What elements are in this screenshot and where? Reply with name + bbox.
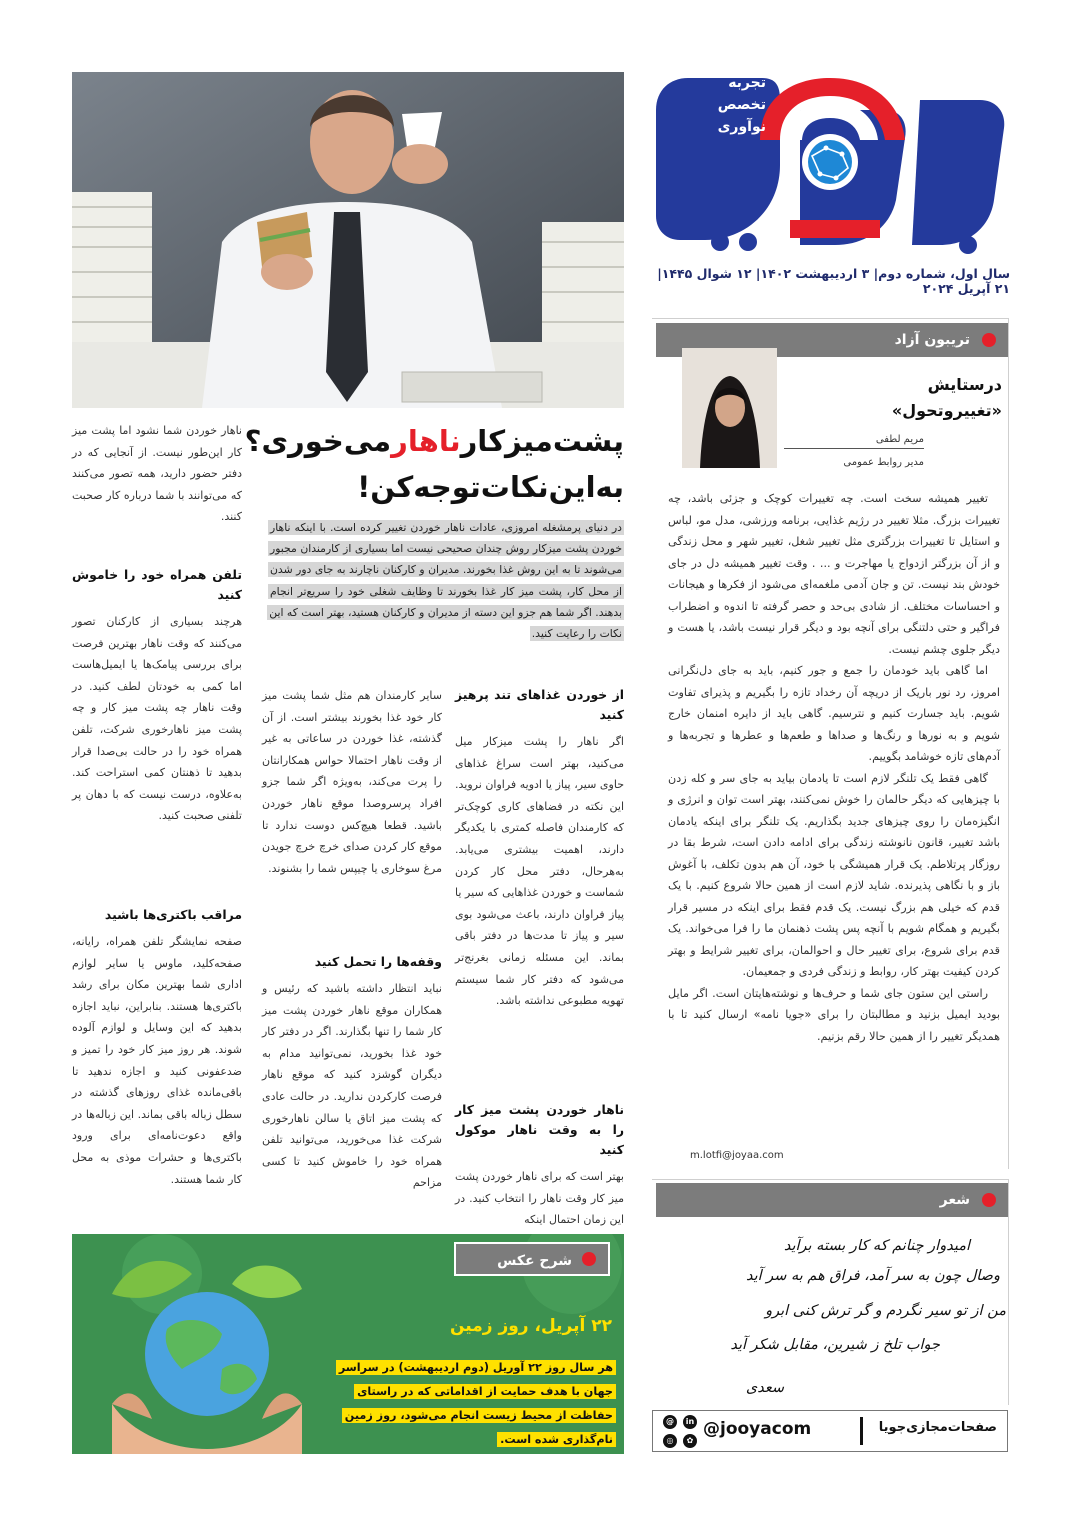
article-photo (72, 72, 624, 408)
tribune-paragraph: راستی این ستون جای شما و حرف‌ها و نوشته‌هایتان است. اگر مایل بودید ایمیل بزنید و مطالبتان را برای «جویا نامه» ارسال کنید تا با همدیگر تغییر را از همین حالا رقم بزنیم. (668, 986, 1000, 1043)
threads-icon[interactable]: @ (663, 1415, 677, 1429)
article-column-left-3 (72, 905, 242, 1190)
subhead-interruptions: وقفه‌ها را تحمل کنید (314, 954, 442, 969)
caption-text (316, 1356, 616, 1452)
logo-tagline-3: نوآوری (717, 119, 766, 135)
tribune-body (668, 488, 1000, 1047)
article-column-right (455, 685, 624, 1012)
article-paragraph: اگر ناهار را پشت میزکار میل می‌کنید، بهتر است سراغ غذاهای حاوی سیر، پیاز یا ادویه فراوان نروید. این نکته در فضاهای کاری کوچک‌تر که کارمندان فاصله کمتری با یکدیگر دارند، اهمیت بیشتری می‌یابد. به‌هرحال، دفتر محل کار کردن شماست و خوردن غذاهایی که سیر یا پیاز فراوان دارند، باعث می‌شود بوی سیر و پیاز تا مدت‌ها در دفتر باقی بماند. این مسئله زمانی بغرنج‌تر می‌شود که دفتر کار شما سیستم تهویه مطبوعی نداشته باشد. (455, 735, 624, 1008)
tribune-title-line2: «تغییروتحول» (891, 401, 1002, 420)
jooya-logo (650, 70, 1010, 260)
red-dot-icon (982, 333, 996, 347)
article-column-left-2 (72, 565, 242, 827)
tribune-section-label: تریبون آزاد (894, 332, 970, 348)
caption-section-header (454, 1242, 610, 1276)
issue-line: سال اول، شماره دوم| ۳ اردیبهشت ۱۴۰۲| ۱۲ شوال ۱۴۴۵| ۲۱ آپریل ۲۰۲۴ (657, 266, 1010, 296)
tribune-title (784, 372, 1002, 424)
tribune-paragraph: اما گاهی باید خودمان را جمع و جور کنیم، باید به جای دل‌نگرانی امروز، رد نور باریک از دریچه آن رخداد تازه را بگیریم و پذیرای تفاوت شویم. باید جسارت کنیم و نترسیم. گاهی باید از دایره امنمان خارج شویم و به نورها و رنگ‌ها و صداها و طعم‌ها و عطرها و تجربه‌ها و آدم‌های تازه خوشامد بگوییم. (668, 664, 1000, 763)
social-label: صفحات‌مجازی‌جویا (878, 1420, 997, 1435)
author-name: مریم لطفی (784, 434, 924, 449)
instagram-icon[interactable]: ◎ (663, 1434, 677, 1448)
headline-red-word: ناهار (391, 424, 461, 458)
article-headline (244, 418, 624, 510)
poem-section-label: شعر (939, 1192, 970, 1208)
logo-tagline-2: تخصص (717, 97, 766, 113)
aparat-icon[interactable]: ✿ (683, 1434, 697, 1448)
subhead-phone-off: تلفن همراه خود را خاموش کنید (72, 567, 242, 602)
subhead-bacteria: مراقب باکتری‌ها باشید (104, 907, 242, 922)
headline-part1: پشت‌میزکار (460, 424, 624, 458)
headline-line1 (244, 418, 624, 464)
article-column-middle (262, 685, 442, 879)
tribune-email-link[interactable]: m.lotfi@joyaa.com (690, 1150, 784, 1161)
headline-part2: می‌خوری؟ (244, 424, 392, 458)
article-column-right-2 (455, 1100, 624, 1231)
poem-line: امیدوار چنانم که کار بسته برآید (783, 1238, 970, 1254)
poem-line: جواب تلخ ز شیرین، مقابل شکر آید (730, 1337, 940, 1353)
tribune-paragraph: گاهی فقط یک تلنگر لازم است تا یادمان بیاید به جای سر و کله زدن با چیزهایی که دیگر حالمان را خوش نمی‌کنند، بهتر است توان و انرژی و انگیزه‌مان را روی چیزهای جدید بگذاریم. یک تلنگر برای اینکه یادمان باشد تغییر، قانون نانوشته زندگی برای ادامه دادن است، شرط بقا در روزگار پرتلاطم. یک قرار همیشگی با خود، آن هم بدون تکلف، با آغوش باز و با نگاهی پذیرنده. شاید لازم است از همین حالا شروع کنیم. با یک قدم که خیلی هم بزرگ نیست. یک قدم فقط برای اینکه در مسیر قرار بگیریم و همگام شویم با آنچه پس پشت ذهنمان ما را فرا می‌خواند. یک قدم برای شروع، برای تغییر حال و احوالمان، برای تغییر شرایط و بهتر کردن کیفیت بهتر کار، روابط و زندگی فردی و جمعیمان. (668, 771, 1000, 978)
logo-tagline (690, 72, 766, 138)
social-divider (860, 1417, 863, 1445)
article-column-middle-2 (262, 952, 442, 1194)
article-column-left (72, 420, 242, 528)
linkedin-icon[interactable]: in (683, 1415, 697, 1429)
poem-line: من از تو سیر نگردم و گر ترش کنی ابرو (765, 1303, 1006, 1319)
tribune-title-line1: درستایش (927, 375, 1002, 394)
caption-title: ۲۲ آپریل، روز زمین (449, 1316, 612, 1336)
subhead-spicy-food: از خوردن غذاهای تند پرهیز کنید (455, 687, 624, 722)
author-role: مدیر روابط عمومی (843, 457, 924, 468)
article-paragraph: هرچند بسیاری از کارکنان تصور می‌کنند که وقت ناهار بهترین فرصت برای بررسی پیامک‌ها یا ایمیل‌هاست اما کمی به خودتان لطف کنید. در وقت ناهار چه پشت میز کار و چه پشت میز ناهارخوری شرکت، تلفن همراه خود را در حالت بی‌صدا قرار بدهید تا ذهنتان کمی استراحت کند. به‌علاوه، درست نیست که با دهان پر تلفنی صحبت کنید. (72, 615, 242, 823)
author-photo (682, 348, 777, 468)
article-paragraph: نباید انتظار داشته باشید که رئیس و همکاران موقع ناهار خوردن پشت میز کار شما را تنها بگذارند. اگر در دفتر کار خود غذا بخورید، نمی‌توانید مدام به دیگران گوشزد کنید که موقع ناهار فرصت کارکردن ندارید. در حالت عادی که پشت میز اتاق یا سالن ناهارخوری شرکت غذا می‌خورید، می‌توانید تلفن همراه خود را خاموش کنید تا کسی مزاحم (262, 982, 442, 1190)
article-lead-text: در دنیای پرمشغله امروزی، عادات ناهار خوردن تغییر کرده است. با اینکه ناهار خوردن پشت میزکار روش چندان صحیحی نیست اما بسیاری از کارمندان مجبور می‌شوند تا به این روش غذا بخورند. مدیران و کارکنان ناچارند به جای دور شدن از محل کار، پشت میز کار غذا بخورند تا وظایف شغلی خود را سریع‌تر انجام بدهند. اگر شما هم جزو این دسته از مدیران و کارکنان هستید، بهتر است که این نکات را رعایت کنید. (269, 521, 622, 641)
article-paragraph: ناهار خوردن شما نشود اما پشت میز کار این‌طور نیست. از آنجایی که در دفتر حضور دارید، همه تصور می‌کنند که می‌توانند با شما درباره کار صحبت کنند. (72, 424, 242, 524)
caption-section-label: شرح عکس (497, 1253, 572, 1269)
caption-text-highlight: هر سال روز ۲۲ آوریل (دوم اردیبهشت) در سراسر جهان با هدف حمایت از اقداماتی که در راستای حفاظت از محیط زیست انجام می‌شود، روز زمین نام‌گذاری شده است. (336, 1360, 616, 1447)
social-bar (652, 1410, 1008, 1452)
article-paragraph: سایر کارمندان هم مثل شما پشت میز کار خود غذا بخورند بیشتر است. از آن گذشته، غذا خوردن در ساعاتی به غیر از وقت ناهار احتمالا حواس همکارانتان را پرت می‌کند، به‌ویژه اگر شما جزو افراد پرسروصدا موقع ناهار خوردن باشید. قطعا هیچ‌کس دوست ندارد تا موقع کار کردن صدای خرچ خرچ جویدن مرغ سوخاری یا چیپس شما را بشنوند. (262, 689, 442, 875)
poem-line: وصال چون به سر آمد، فراق هم به سر آید (745, 1268, 1000, 1284)
red-dot-icon (582, 1252, 596, 1266)
tribune-paragraph: تغییر همیشه سخت است. چه تغییرات کوچک و جزئی باشد، چه تغییرات بزرگ. مثلا تغییر در رژیم غذایی، برنامه ورزشی، مدل مو، لباس و استایل تا تغییرات بزرگتری مثل تغییر شغل، تغییر شهر و محل زندگی و از آن بزرگتر ازدواج یا مهاجرت و ... . وقت تغییر همیشه دل در جای خودش بند نیست. تن و جان آدمی ملغمه‌ای می‌شود از فکرها و هیجانات و احساسات مختلف. از شادی بی‌حد و حصر گرفته تا اندوه و اضطراب فراگیر و حتی دلتنگی برای آنچه بود و دیگر قرار نیست باشد، یا هست و دیگر جلوی چشم نیست. (668, 492, 1000, 656)
red-dot-icon (982, 1193, 996, 1207)
article-paragraph: صفحه نمایشگر تلفن همراه، رایانه، صفحه‌کلید، ماوس یا سایر لوازم اداری شما بهترین مکان برای رشد باکتری‌ها هستند. بنابراین، نباید اجازه بدهید که این وسایل و لوازم آلوده شوند. هر روز میز کار خود را تمیز و ضدعفونی کنید و اجازه ندهید تا باقی‌مانده غذای روزهای گذشته در سطل زباله باقی بماند. این زباله‌ها در واقع دعوت‌نامه‌ای برای ورود باکتری‌ها و حشرات موذی به محل کار شما هستند. (72, 935, 242, 1186)
article-lead (268, 517, 624, 644)
logo-tagline-1: تجربه (728, 75, 766, 91)
subhead-lunch-time: ناهار خوردن پشت میز کار را به وقت ناهار موکول کنید (455, 1102, 624, 1157)
article-paragraph: بهتر است که برای ناهار خوردن پشت میز کار وقت ناهار را انتخاب کنید. در این زمان احتمال اینکه (455, 1170, 624, 1227)
poem-section-header (656, 1183, 1008, 1217)
poem-author: سعدی (745, 1380, 784, 1396)
social-handle[interactable]: @jooyacom (703, 1419, 812, 1439)
headline-line2: به‌این‌نکات‌توجه‌کن! (357, 470, 624, 504)
